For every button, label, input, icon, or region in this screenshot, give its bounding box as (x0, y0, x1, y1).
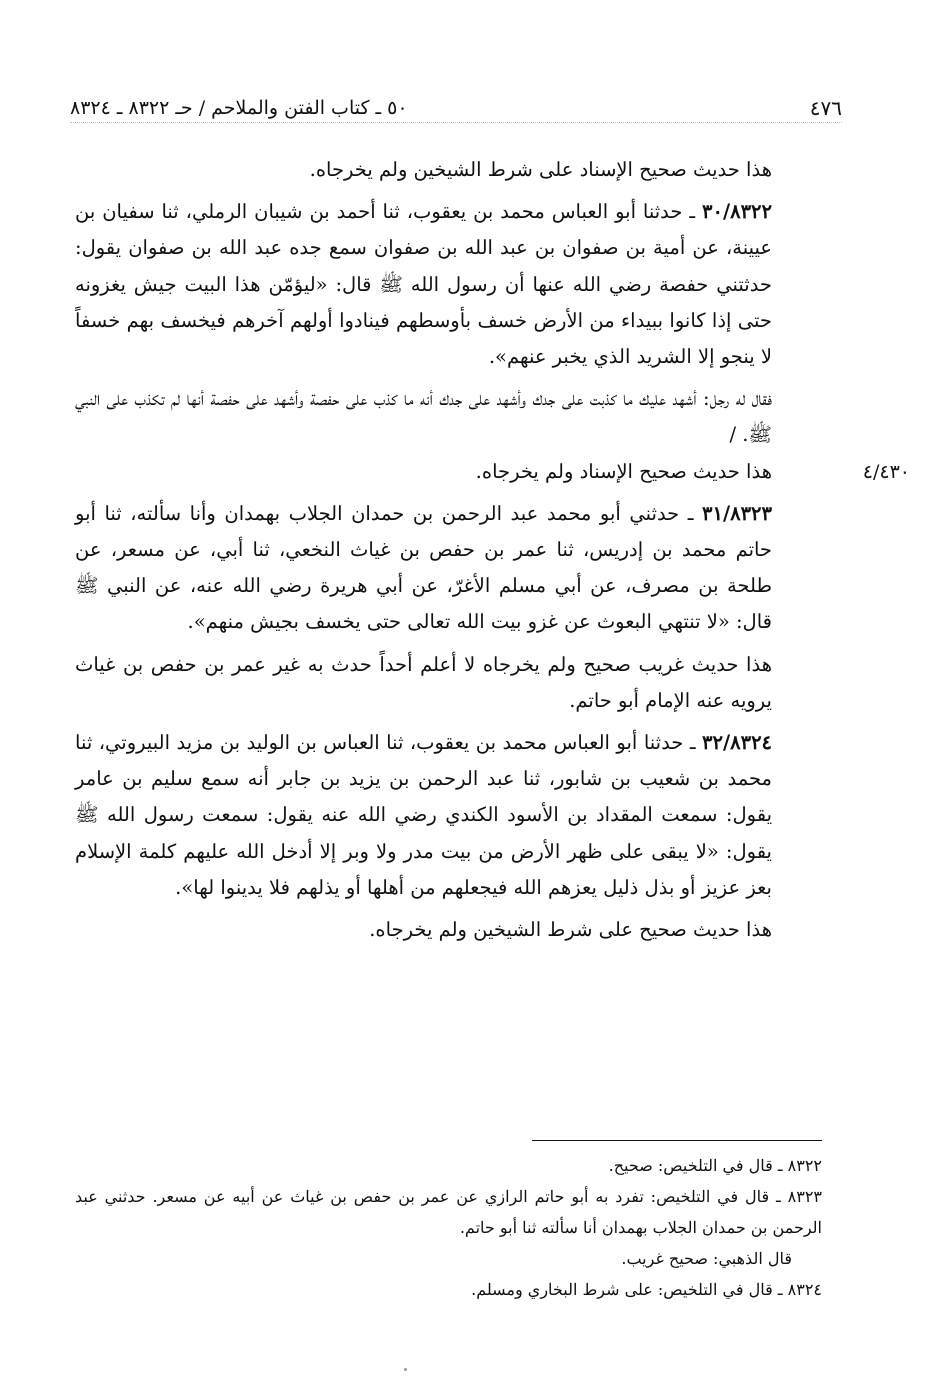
margin-reference: ٤/٤٣٠ (862, 461, 910, 483)
footnotes (75, 1150, 822, 1305)
print-speck (404, 1368, 407, 1371)
man-testimony-paragraph: فقال له رجل: أشهد عليك ما كذبت على جدك وأشهد على جدك أنه ما كذب على حفصة وأشهد على حفصة أنها لم تكذب على النبي ﷺ. / (75, 387, 772, 447)
hadith-8324 (75, 725, 822, 906)
footnote-divider (532, 1140, 822, 1141)
footnote-8323-dhahabi: قال الذهبي: صحيح غريب. (621, 1249, 792, 1268)
grading-paragraph-3: هذا حديث غريب صحيح ولم يخرجاه لا أعلم أحداً حدث به غير عمر بن حفص بن غياث يرويه عنه الإمام أبو حاتم. (75, 652, 772, 712)
grading-paragraph-2: هذا حديث صحيح الإسناد ولم يخرجاه. (475, 459, 772, 483)
hadith-text-8322: ـ حدثنا أبو العباس محمد بن يعقوب، ثنا أحمد بن شيبان الرملي، ثنا سفيان بن عيينة، عن أمية بن صفوان بن عبد الله بن صفوان سمع جده عبد الله بن صفوان يقول: حدثتني حفصة رضي الله عنها أن رسول الله ﷺ قال: «ليؤمّن هذا البيت جيش يغزونه حتى إذا كانوا ببيداء من الأرض خسف بأوسطهم فينادوا أولهم آخرهم فيخسف بهم خسفاً لا ينجو إلا الشريد الذي يخبر عنهم». (75, 200, 772, 369)
hadith-8322 (75, 194, 822, 375)
hadith-text-8324: ـ حدثنا أبو العباس محمد بن يعقوب، ثنا العباس بن الوليد بن مزيد البيروتي، ثنا محمد بن شعيب بن شابور، ثنا عبد الرحمن بن يزيد بن جابر أنه سمع سليم بن عامر يقول: سمعت المقداد بن الأسود الكندي رضي الله عنه يقول: سمعت رسول الله ﷺ يقول: «لا يبقى على ظهر الأرض من بيت مدر ولا وبر إلا أدخل الله عليهم كلمة الإسلام بعز عزيز أو بذل ذليل يعزهم الله فيجعلهم من أهلها أو يذلهم فلا يدينوا لها». (75, 731, 772, 899)
hadith-8323 (75, 496, 822, 641)
hadith-number-8323: ٣١/٨٣٢٣ (702, 501, 772, 525)
footnote-8324: ٨٣٢٤ ـ قال في التلخيص: على شرط البخاري ومسلم. (471, 1280, 822, 1299)
footnote-8322: ٨٣٢٢ ـ قال في التلخيص: صحيح. (608, 1156, 822, 1175)
hadith-number-8322: ٣٠/٨٣٢٢ (702, 200, 772, 224)
grading-paragraph-1: هذا حديث صحيح الإسناد على شرط الشيخين ولم يخرجاه. (309, 158, 772, 181)
hadith-number-8324: ٣٢/٨٣٢٤ (702, 731, 773, 755)
page-number: ٤٧٦ (809, 96, 842, 120)
running-title: ٥٠ ـ كتاب الفتن والملاحم / حـ ٨٣٢٢ ـ ٨٣٢٤ (70, 97, 408, 119)
main-text (75, 152, 822, 948)
grading-paragraph-4: هذا حديث صحيح على شرط الشيخين ولم يخرجاه. (369, 918, 772, 942)
hadith-text-8323: ـ حدثني أبو محمد عبد الرحمن بن حمدان الجلاب بهمدان وأنا سألته، ثنا أبو حاتم محمد بن إدريس، ثنا عمر بن حفص بن غياث النخعي، ثنا أبي، عن مسعر، عن طلحة بن مصرف، عن أبي مسلم الأغرّ، عن أبي هريرة رضي الله عنه، عن النبي ﷺ قال: «لا تنتهي البعوث عن غزو بيت الله تعالى حتى يخسف بجيش منهم». (75, 501, 772, 634)
footnote-8323: ٨٣٢٣ ـ قال في التلخيص: تفرد به أبو حاتم الرازي عن عمر بن حفص بن غياث عن أبيه عن مسعر. حدثني عبد الرحمن بن حمدان الجلاب بهمدان أنا سألته ثنا أبو حاتم. (75, 1187, 822, 1237)
running-header (70, 94, 842, 123)
